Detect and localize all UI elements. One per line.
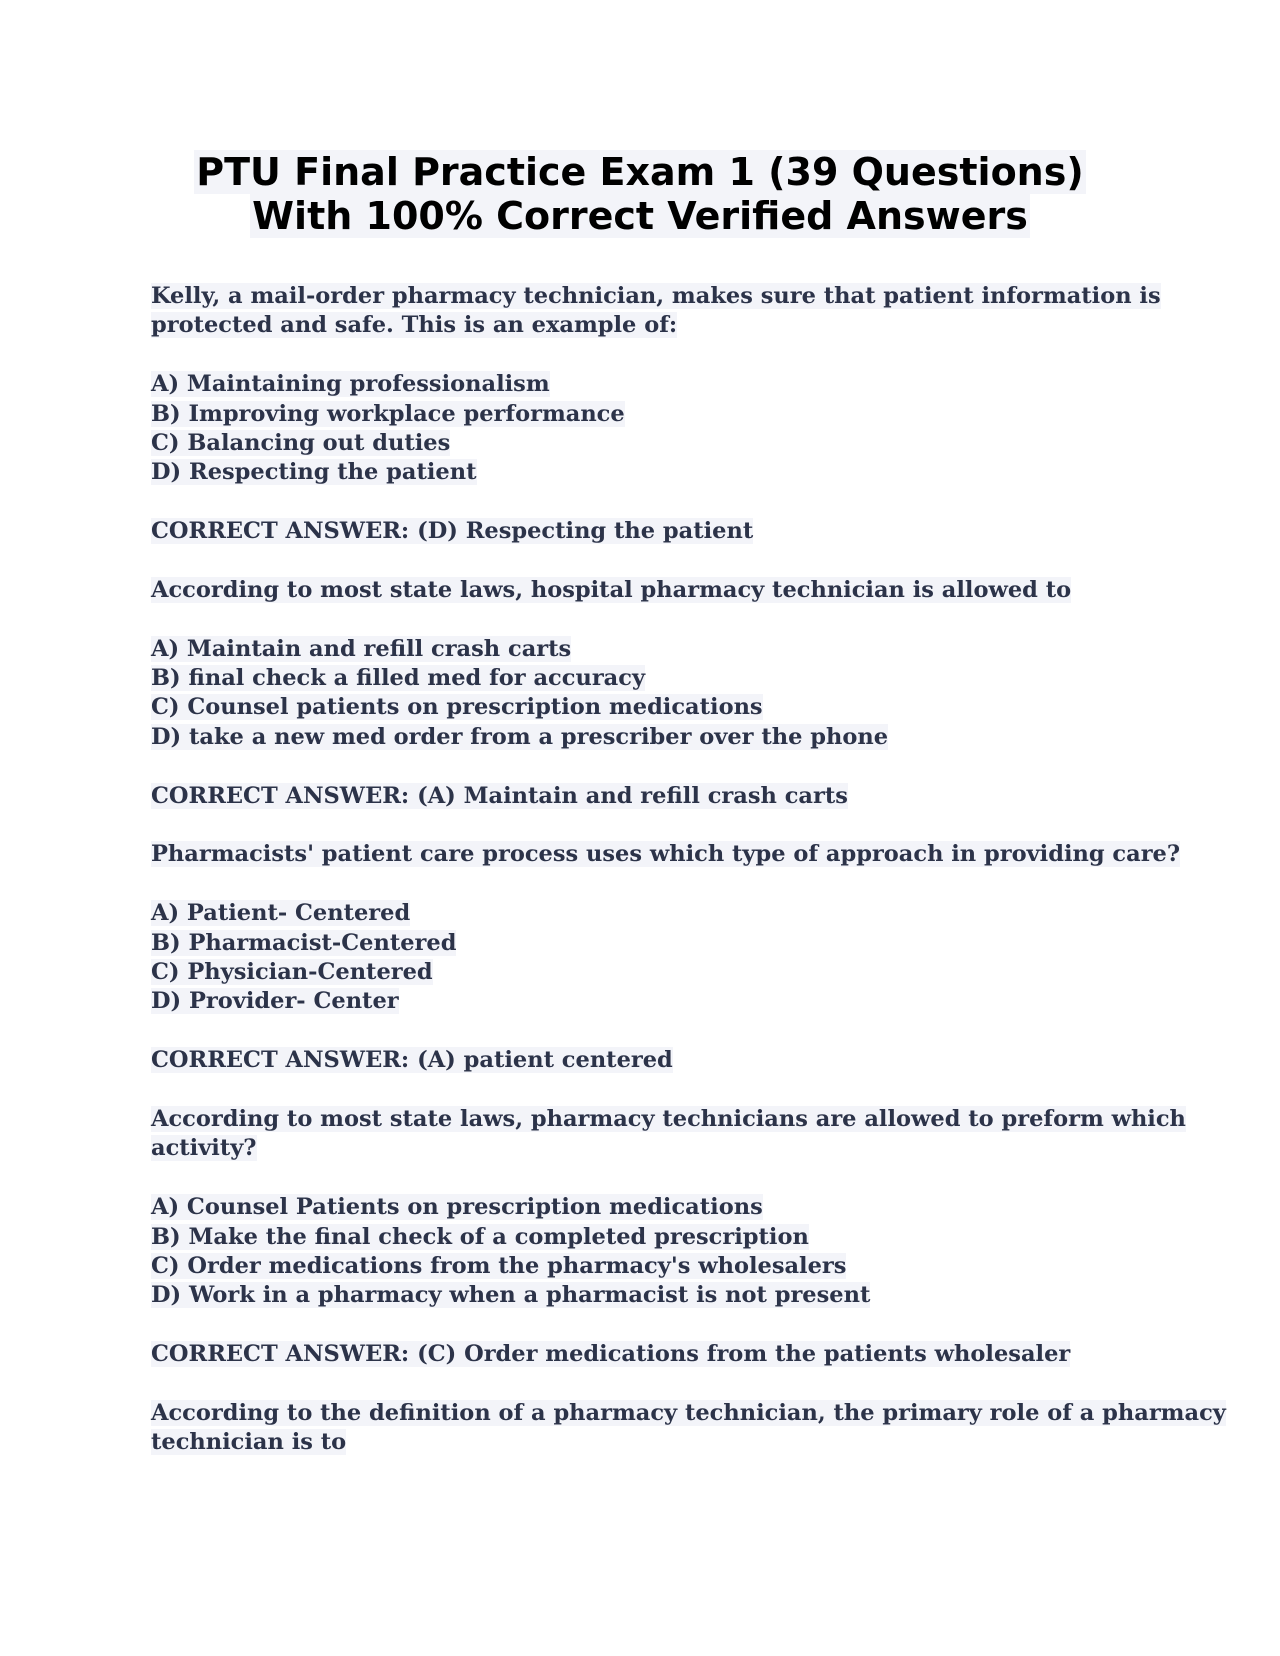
question-text-line: According to most state laws, pharmacy technicians are allowed to preform which [151, 1105, 1186, 1132]
question-text-line: activity? [151, 1135, 257, 1162]
title-line-1: PTU Final Practice Exam 1 (39 Questions) [196, 150, 1084, 194]
answer-option: C) Order medications from the pharmacy's wholesalers [151, 1252, 847, 1279]
correct-answer: CORRECT ANSWER: (D) Respecting the patient [151, 518, 754, 545]
answer-option: D) take a new med order from a prescriber over the phone [151, 723, 889, 750]
correct-answer: CORRECT ANSWER: (C) Order medications from the patients wholesaler [151, 1341, 1071, 1368]
question-block [151, 1399, 1226, 1458]
question-block [151, 282, 1161, 576]
answer-option: D) Respecting the patient [151, 459, 477, 486]
question-block [151, 576, 1151, 841]
answer-option: B) Pharmacist-Centered [151, 929, 457, 956]
document-title [0, 150, 1280, 238]
question-block [151, 1105, 1186, 1399]
question-text-line: protected and safe. This is an example of: [151, 312, 678, 339]
answer-option: D) Work in a pharmacy when a pharmacist is not present [151, 1282, 871, 1309]
question-text-line: technician is to [151, 1429, 347, 1456]
question-text-line: According to most state laws, hospital pharmacy technician is allowed to [151, 576, 1072, 603]
answer-option: A) Patient- Centered [151, 900, 411, 927]
correct-answer: CORRECT ANSWER: (A) Maintain and refill crash carts [151, 782, 848, 809]
answer-option: B) Improving workplace performance [151, 400, 625, 427]
answer-option: C) Counsel patients on prescription medications [151, 694, 763, 721]
answer-option: C) Balancing out duties [151, 429, 451, 456]
answer-option: D) Provider- Center [151, 988, 399, 1015]
answer-option: B) final check a filled med for accuracy [151, 665, 646, 692]
question-text-line: According to the definition of a pharmacy technician, the primary role of a pharmacy [151, 1399, 1226, 1426]
answer-option: B) Make the final check of a completed prescription [151, 1223, 809, 1250]
answer-option: A) Counsel Patients on prescription medications [151, 1194, 763, 1221]
question-block [151, 840, 1181, 1105]
title-line-2: With 100% Correct Verified Answers [252, 194, 1028, 238]
answer-option: C) Physician-Centered [151, 958, 433, 985]
answer-option: A) Maintaining professionalism [151, 371, 550, 398]
answer-option: A) Maintain and refill crash carts [151, 635, 572, 662]
document-body [151, 282, 1226, 1458]
correct-answer: CORRECT ANSWER: (A) patient centered [151, 1047, 673, 1074]
question-text-line: Pharmacists' patient care process uses which type of approach in providing care? [151, 841, 1181, 868]
question-text-line: Kelly, a mail-order pharmacy technician, makes sure that patient information is [151, 283, 1161, 309]
